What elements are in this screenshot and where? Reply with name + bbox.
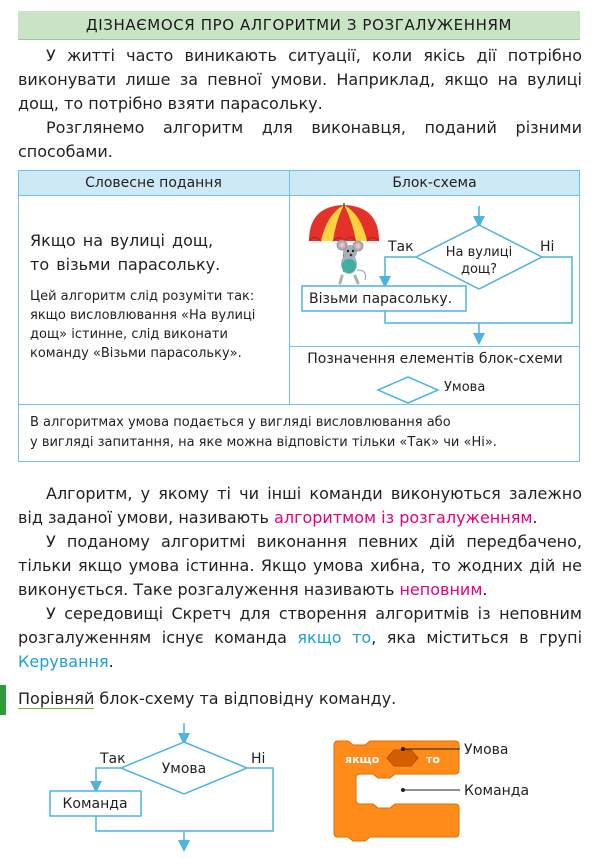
body-paragraph-incomplete: У поданому алгоритмі виконання певних дій передбачено, тільки якщо умова істинна. Якщо умова хибна, то жодних дій не виконується. Таке розгалуження називають неповним. (18, 532, 582, 599)
term-if-then: якщо то (297, 628, 372, 647)
flow-no-label: Ні (540, 239, 555, 255)
term-incomplete: неповним (399, 580, 483, 599)
scratch-if-block (334, 741, 529, 841)
compare-no-label: Ні (251, 751, 266, 767)
compare-merge-line (96, 816, 184, 831)
body-paragraph-branching: Алгоритм, у якому ті чи інші команди виконуються залежно від заданої умови, називають алгоритмом із розгалуженням. (18, 484, 582, 527)
legend-condition-label: Умова (444, 380, 486, 395)
compare-yes-arrow (96, 768, 121, 787)
flow-merge-line (385, 311, 479, 323)
section-heading: ДІЗНАЄМОСЯ ПРО АЛГОРИТМИ З РОЗГАЛУЖЕННЯМ (18, 11, 580, 40)
footer-line-2: у вигляді запитання, на яке можна відповісти тільки «Так» чи «Ні». (30, 435, 497, 450)
flow-condition-line-1: На вулиці (445, 245, 513, 260)
scratch-then-label: то (426, 753, 440, 766)
flow-yes-label: Так (388, 239, 414, 255)
compare-action-label: Команда (62, 796, 128, 812)
flow-condition-line-2: дощ? (460, 262, 498, 277)
task-verb: Порівняй (18, 689, 95, 708)
flow-yes-arrow (385, 257, 416, 282)
legend-title: Позначення елементів блок-схеми (307, 351, 563, 367)
footer-line-1: В алгоритмах умова подається у вигляді висловлювання або (30, 415, 451, 430)
verbal-note: Цей алгоритм слід розуміти так: якщо висловлювання «На вулиці дощ» істинне, слід виконати команду «Візьми парасольку». (30, 289, 256, 361)
term-branching-algorithm: алгоритмом із розгалуженням (274, 508, 533, 527)
task-instruction: Порівняй блок-схему та відповідну команду. (18, 689, 397, 708)
flowchart-compare (50, 723, 273, 846)
table-header-flowchart: Блок-схема (392, 175, 477, 191)
term-control-group: Керування (18, 652, 109, 671)
umbrella-mouse-illustration (309, 203, 379, 283)
callout-command-label: Команда (464, 783, 530, 799)
body-paragraph-scratch: У середовищі Скретч для створення алгоритмів із неповним розгалуженням існує команда якщо то, яка міститься в групі Керування. (18, 604, 583, 671)
scratch-if-label: якщо (345, 753, 380, 766)
verbal-line-1: Якщо на вулиці дощ, (30, 231, 214, 250)
verbal-line-2: то візьми парасольку. (30, 255, 221, 274)
callout-condition-label: Умова (464, 742, 509, 758)
intro-paragraph-1: У житті часто виникають ситуації, коли якісь дії потрібно виконувати лише за певної умови. Наприклад, якщо на вулиці дощ, то потрібно взяти парасольку. (18, 46, 582, 113)
flow-action-label: Візьми парасольку. (309, 291, 453, 307)
compare-condition-label: Умова (161, 761, 207, 777)
legend-diamond-shape (378, 377, 438, 403)
compare-yes-label: Так (100, 751, 126, 767)
table-header-verbal: Словесне подання (85, 175, 222, 191)
intro-paragraph-2: Розглянемо алгоритм для виконавця, поданий різними способами. (18, 118, 582, 161)
scratch-condition-slot (387, 750, 418, 766)
